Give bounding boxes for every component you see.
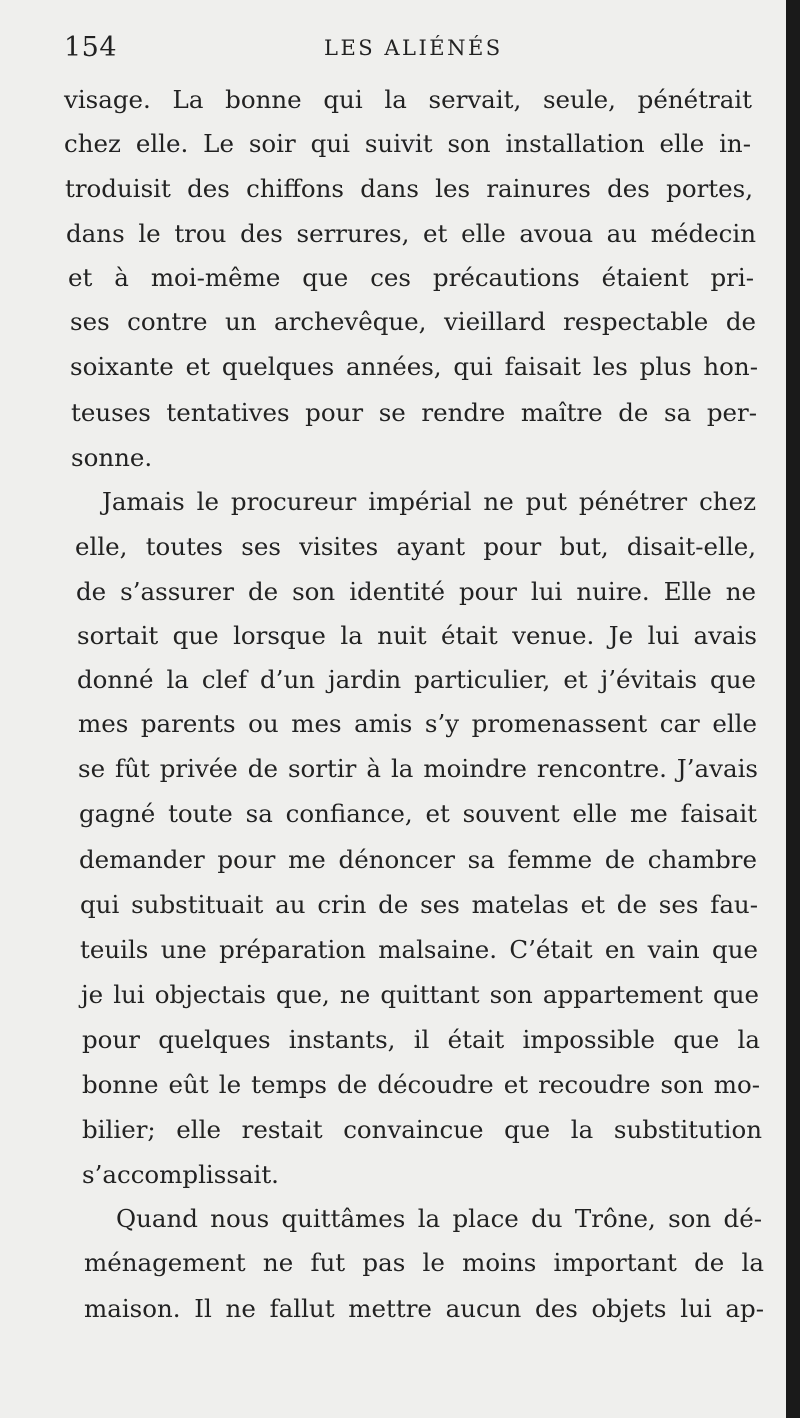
text-line: maison. Il ne fallut mettre aucun des objets lui ap- xyxy=(84,1294,764,1323)
text-line: troduisit des chiffons dans les rainures des portes, xyxy=(65,174,753,203)
text-line: mes parents ou mes amis s’y promenassent car elle xyxy=(78,709,757,738)
text-line: Jamais le procureur impérial ne put pénétrer chez xyxy=(102,487,756,516)
text-line: gagné toute sa confiance, et souvent elle me faisait xyxy=(79,799,757,828)
text-line: se fût privée de sortir à la moindre rencontre. J’avais xyxy=(78,754,758,783)
text-line: de s’assurer de son identité pour lui nuire. Elle ne xyxy=(76,577,756,606)
page-number: 154 xyxy=(64,32,118,63)
text-line: s’accomplissait. xyxy=(82,1160,279,1189)
running-head: LES ALIÉNÉS xyxy=(324,36,503,60)
text-line: ménagement ne fut pas le moins important de la xyxy=(84,1248,764,1277)
text-line: donné la clef d’un jardin particulier, et j’évitais que xyxy=(77,665,756,694)
page-edge-shadow xyxy=(786,0,800,1418)
text-line: Quand nous quittâmes la place du Trône, son dé- xyxy=(116,1204,762,1233)
text-line: pour quelques instants, il était impossible que la xyxy=(82,1025,760,1054)
text-line: et à moi-même que ces précautions étaient pri- xyxy=(68,263,754,292)
text-line: visage. La bonne qui la servait, seule, pénétrait xyxy=(64,85,752,114)
text-line: bonne eût le temps de découdre et recoudre son mo- xyxy=(82,1070,760,1099)
text-line: je lui objectais que, ne quittant son appartement que xyxy=(81,980,759,1009)
text-line: chez elle. Le soir qui suivit son installation elle in- xyxy=(64,129,751,158)
text-line: elle, toutes ses visites ayant pour but, disait-elle, xyxy=(75,532,756,561)
text-line: bilier; elle restait convaincue que la substitution xyxy=(82,1115,762,1144)
text-line: qui substituait au crin de ses matelas et de ses fau- xyxy=(80,890,758,919)
text-line: ses contre un archevêque, vieillard respectable de xyxy=(70,307,756,336)
text-line: dans le trou des serrures, et elle avoua au médecin xyxy=(66,219,756,248)
text-line: sonne. xyxy=(71,443,153,472)
text-line: soixante et quelques années, qui faisait les plus hon- xyxy=(70,352,758,381)
text-line: demander pour me dénoncer sa femme de chambre xyxy=(79,845,757,874)
text-line: teuses tentatives pour se rendre maître de sa per- xyxy=(71,398,757,427)
text-line: teuils une préparation malsaine. C’était en vain que xyxy=(80,935,758,964)
text-line: sortait que lorsque la nuit était venue. Je lui avais xyxy=(77,621,757,650)
